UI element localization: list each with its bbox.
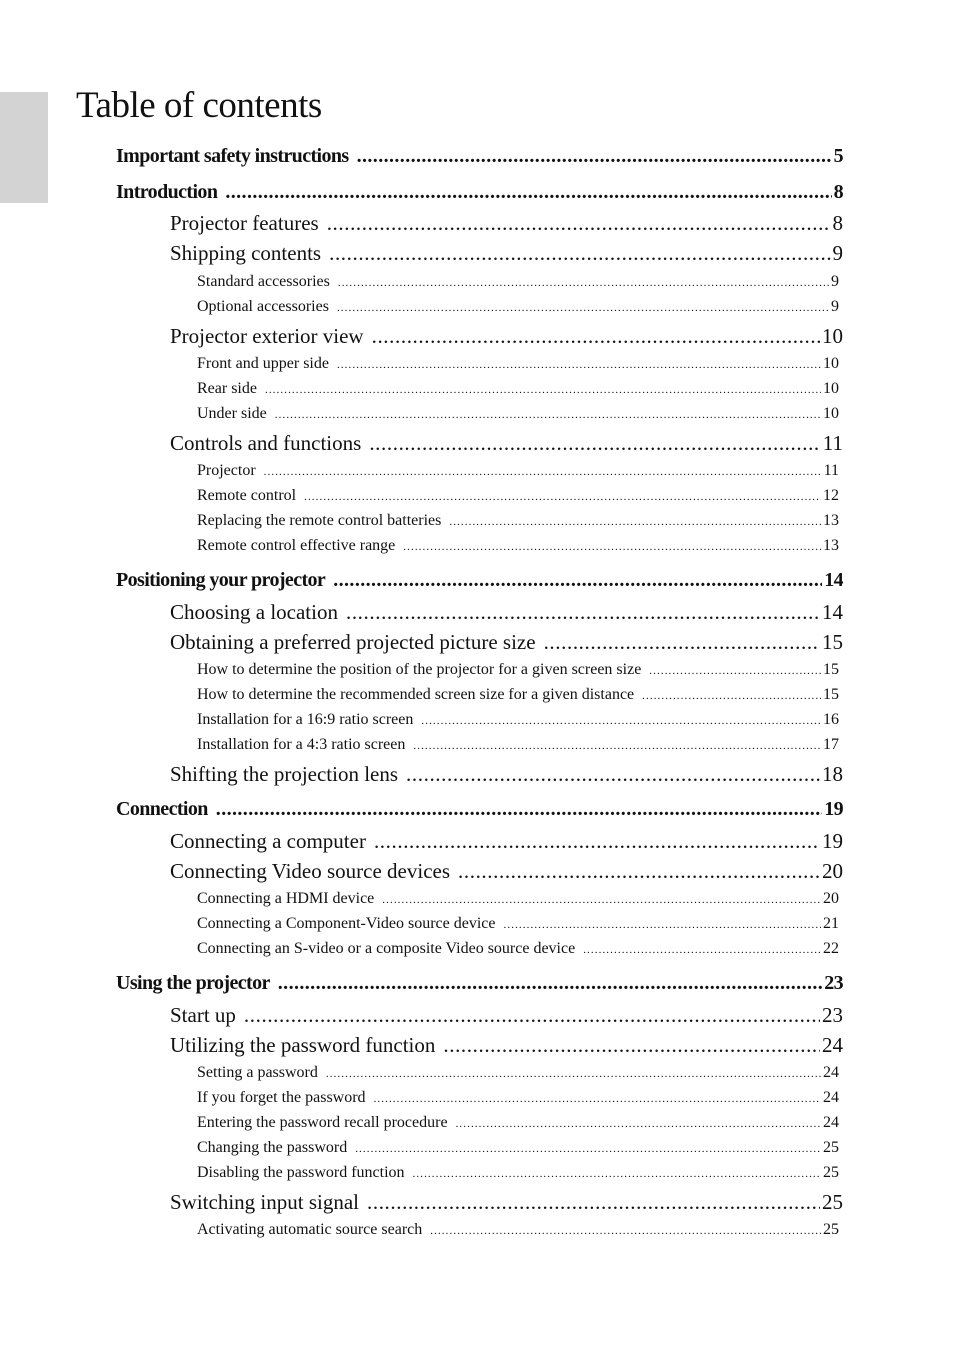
toc-subsection[interactable] bbox=[197, 890, 839, 908]
dot-leader bbox=[406, 762, 820, 787]
dot-leader bbox=[275, 405, 821, 423]
toc-entry-title: Connecting a HDMI device bbox=[197, 890, 375, 907]
toc-entry-title: Setting a password bbox=[197, 1064, 318, 1081]
toc-page-number: 18 bbox=[822, 762, 843, 786]
toc-page-number: 19 bbox=[824, 798, 843, 820]
toc-subsection[interactable] bbox=[197, 298, 839, 316]
dot-leader bbox=[642, 686, 821, 704]
toc-entry-title: Introduction bbox=[116, 181, 218, 203]
toc-chapter[interactable] bbox=[116, 972, 843, 995]
toc-entry-title: Under side bbox=[197, 405, 267, 422]
toc-subsection[interactable] bbox=[197, 661, 839, 679]
dot-leader bbox=[421, 711, 821, 729]
dot-leader bbox=[544, 630, 820, 655]
toc-section[interactable] bbox=[170, 600, 843, 625]
dot-leader bbox=[244, 1003, 820, 1028]
toc-entry-title: Start up bbox=[170, 1003, 236, 1027]
toc-page-number: 17 bbox=[823, 736, 839, 753]
toc-page-number: 24 bbox=[823, 1064, 839, 1081]
toc-subsection[interactable] bbox=[197, 940, 839, 958]
toc-entry-title: Switching input signal bbox=[170, 1190, 359, 1214]
dot-leader bbox=[278, 972, 822, 995]
dot-leader bbox=[372, 324, 820, 349]
toc-entry-title: Using the projector bbox=[116, 972, 270, 994]
toc-page-number: 14 bbox=[824, 569, 843, 591]
toc-chapter[interactable] bbox=[116, 798, 843, 821]
toc-page-number: 23 bbox=[824, 972, 843, 994]
toc-page-number: 15 bbox=[822, 630, 843, 654]
toc-page-number: 10 bbox=[822, 324, 843, 348]
toc-page-number: 24 bbox=[823, 1089, 839, 1106]
toc-chapter[interactable] bbox=[116, 569, 843, 592]
dot-leader bbox=[337, 298, 829, 316]
toc-section[interactable] bbox=[170, 431, 843, 456]
toc-subsection[interactable] bbox=[197, 711, 839, 729]
dot-leader bbox=[374, 829, 820, 854]
toc-entry-title: Optional accessories bbox=[197, 298, 329, 315]
toc-entry-title: Rear side bbox=[197, 380, 257, 397]
toc-entry-title: Projector exterior view bbox=[170, 324, 364, 348]
toc-page-number: 16 bbox=[823, 711, 839, 728]
toc-entry-title: Connecting Video source devices bbox=[170, 859, 451, 883]
toc-entry-title: Shifting the projection lens bbox=[170, 762, 399, 786]
toc-subsection[interactable] bbox=[197, 1064, 839, 1082]
dot-leader bbox=[326, 1064, 821, 1082]
toc-page-number: 15 bbox=[823, 686, 839, 703]
toc-page-number: 22 bbox=[823, 940, 839, 957]
dot-leader bbox=[329, 241, 830, 266]
dot-leader bbox=[583, 940, 821, 958]
toc-page-number: 25 bbox=[823, 1164, 839, 1181]
toc-entry-title: Installation for a 16:9 ratio screen bbox=[197, 711, 414, 728]
toc-page-number: 10 bbox=[823, 405, 839, 422]
toc-entry-title: Changing the password bbox=[197, 1139, 348, 1156]
toc-entry-title: Remote control effective range bbox=[197, 537, 396, 554]
toc-subsection[interactable] bbox=[197, 273, 839, 291]
toc-page-number: 12 bbox=[823, 487, 839, 504]
dot-leader bbox=[456, 1114, 821, 1132]
toc-page-number: 10 bbox=[823, 355, 839, 372]
page-title: Table of contents bbox=[76, 85, 322, 126]
toc-page-number: 25 bbox=[822, 1190, 843, 1214]
toc-entry-title: Positioning your projector bbox=[116, 569, 326, 591]
toc-section[interactable] bbox=[170, 324, 843, 349]
toc-subsection[interactable] bbox=[197, 512, 839, 530]
toc-subsection[interactable] bbox=[197, 380, 839, 398]
dot-leader bbox=[382, 890, 821, 908]
toc-subsection[interactable] bbox=[197, 1221, 839, 1239]
toc-subsection[interactable] bbox=[197, 487, 839, 505]
dot-leader bbox=[449, 512, 821, 530]
toc-entry-title: Remote control bbox=[197, 487, 297, 504]
toc-page-number: 19 bbox=[822, 829, 843, 853]
toc-section[interactable] bbox=[170, 829, 843, 854]
toc-section[interactable] bbox=[170, 630, 843, 655]
toc-entry-title: Obtaining a preferred projected picture size bbox=[170, 630, 536, 654]
toc-subsection[interactable] bbox=[197, 736, 839, 754]
toc-entry-title: Projector features bbox=[170, 211, 319, 235]
toc-page-number: 13 bbox=[823, 512, 839, 529]
toc-section[interactable] bbox=[170, 1003, 843, 1028]
toc-page-number: 5 bbox=[833, 145, 843, 167]
toc-entry-title: Connecting a computer bbox=[170, 829, 366, 853]
dot-leader bbox=[367, 1190, 820, 1215]
dot-leader bbox=[403, 537, 821, 555]
dot-leader bbox=[265, 380, 821, 398]
toc-entry-title: Connection bbox=[116, 798, 208, 820]
toc-subsection[interactable] bbox=[197, 537, 839, 555]
toc-entry-title: Connecting an S-video or a composite Video source device bbox=[197, 940, 576, 957]
dot-leader bbox=[333, 569, 822, 592]
dot-leader bbox=[327, 211, 831, 236]
toc-page-number: 9 bbox=[831, 273, 839, 290]
toc-entry-title: If you forget the password bbox=[197, 1089, 366, 1106]
toc-entry-title: Utilizing the password function bbox=[170, 1033, 436, 1057]
toc-page-number: 9 bbox=[831, 298, 839, 315]
dot-leader bbox=[216, 798, 822, 821]
toc-page-number: 24 bbox=[822, 1033, 843, 1057]
toc-section[interactable] bbox=[170, 211, 843, 236]
dot-leader bbox=[338, 273, 829, 291]
dot-leader bbox=[337, 355, 821, 373]
toc-page-number: 8 bbox=[832, 211, 843, 235]
toc-entry-title: Projector bbox=[197, 462, 256, 479]
dot-leader bbox=[304, 487, 821, 505]
toc-page-number: 25 bbox=[823, 1221, 839, 1238]
toc-entry-title: Connecting a Component-Video source device bbox=[197, 915, 496, 932]
dot-leader bbox=[504, 915, 821, 933]
toc-subsection[interactable] bbox=[197, 1089, 839, 1107]
toc-entry-title: Entering the password recall procedure bbox=[197, 1114, 448, 1131]
toc-page-number: 10 bbox=[823, 380, 839, 397]
toc-entry-title: Replacing the remote control batteries bbox=[197, 512, 442, 529]
toc-page-number: 11 bbox=[823, 462, 839, 479]
toc-section[interactable] bbox=[170, 1190, 843, 1215]
dot-leader bbox=[369, 431, 820, 456]
toc-subsection[interactable] bbox=[197, 1164, 839, 1182]
dot-leader bbox=[357, 145, 832, 168]
toc-page-number: 24 bbox=[823, 1114, 839, 1131]
toc-entry-title: Activating automatic source search bbox=[197, 1221, 423, 1238]
toc-section[interactable] bbox=[170, 1033, 843, 1058]
toc-entry-title: Installation for a 4:3 ratio screen bbox=[197, 736, 406, 753]
toc-subsection[interactable] bbox=[197, 1139, 839, 1157]
toc-section[interactable] bbox=[170, 859, 843, 884]
toc-page-number: 20 bbox=[823, 890, 839, 907]
toc-subsection[interactable] bbox=[197, 1114, 839, 1132]
toc-page-number: 23 bbox=[822, 1003, 843, 1027]
toc-entry-title: Standard accessories bbox=[197, 273, 330, 290]
toc-page-number: 13 bbox=[823, 537, 839, 554]
toc-entry-title: Choosing a location bbox=[170, 600, 338, 624]
dot-leader bbox=[355, 1139, 821, 1157]
toc-entry-title: Important safety instructions bbox=[116, 145, 349, 167]
toc-subsection[interactable] bbox=[197, 915, 839, 933]
dot-leader bbox=[413, 1164, 821, 1182]
dot-leader bbox=[443, 1033, 820, 1058]
toc-chapter[interactable] bbox=[116, 145, 843, 168]
toc-subsection[interactable] bbox=[197, 686, 839, 704]
toc-entry-title: Controls and functions bbox=[170, 431, 362, 455]
toc-page-number: 25 bbox=[823, 1139, 839, 1156]
toc-section[interactable] bbox=[170, 241, 843, 266]
toc-entry-title: How to determine the recommended screen size for a given distance bbox=[197, 686, 635, 703]
toc-section[interactable] bbox=[170, 762, 843, 787]
toc-entry-title: How to determine the position of the projector for a given screen size bbox=[197, 661, 642, 678]
toc-page-number: 20 bbox=[822, 859, 843, 883]
dot-leader bbox=[413, 736, 821, 754]
toc-page-number: 21 bbox=[823, 915, 839, 932]
dot-leader bbox=[430, 1221, 821, 1239]
toc-chapter[interactable] bbox=[116, 181, 843, 204]
dot-leader bbox=[458, 859, 820, 884]
toc-subsection[interactable] bbox=[197, 405, 839, 423]
dot-leader bbox=[225, 181, 831, 204]
toc-page-number: 14 bbox=[822, 600, 843, 624]
toc-page-number: 9 bbox=[832, 241, 843, 265]
dot-leader bbox=[346, 600, 820, 625]
toc-entry-title: Shipping contents bbox=[170, 241, 322, 265]
toc-page-number: 8 bbox=[833, 181, 843, 203]
toc-subsection[interactable] bbox=[197, 355, 839, 373]
toc-entry-title: Front and upper side bbox=[197, 355, 329, 372]
toc-page-number: 15 bbox=[823, 661, 839, 678]
dot-leader bbox=[649, 661, 821, 679]
toc-subsection[interactable] bbox=[197, 462, 839, 480]
dot-leader bbox=[374, 1089, 821, 1107]
toc-entry-title: Disabling the password function bbox=[197, 1164, 405, 1181]
toc-page-number: 11 bbox=[822, 431, 843, 455]
dot-leader bbox=[264, 462, 822, 480]
